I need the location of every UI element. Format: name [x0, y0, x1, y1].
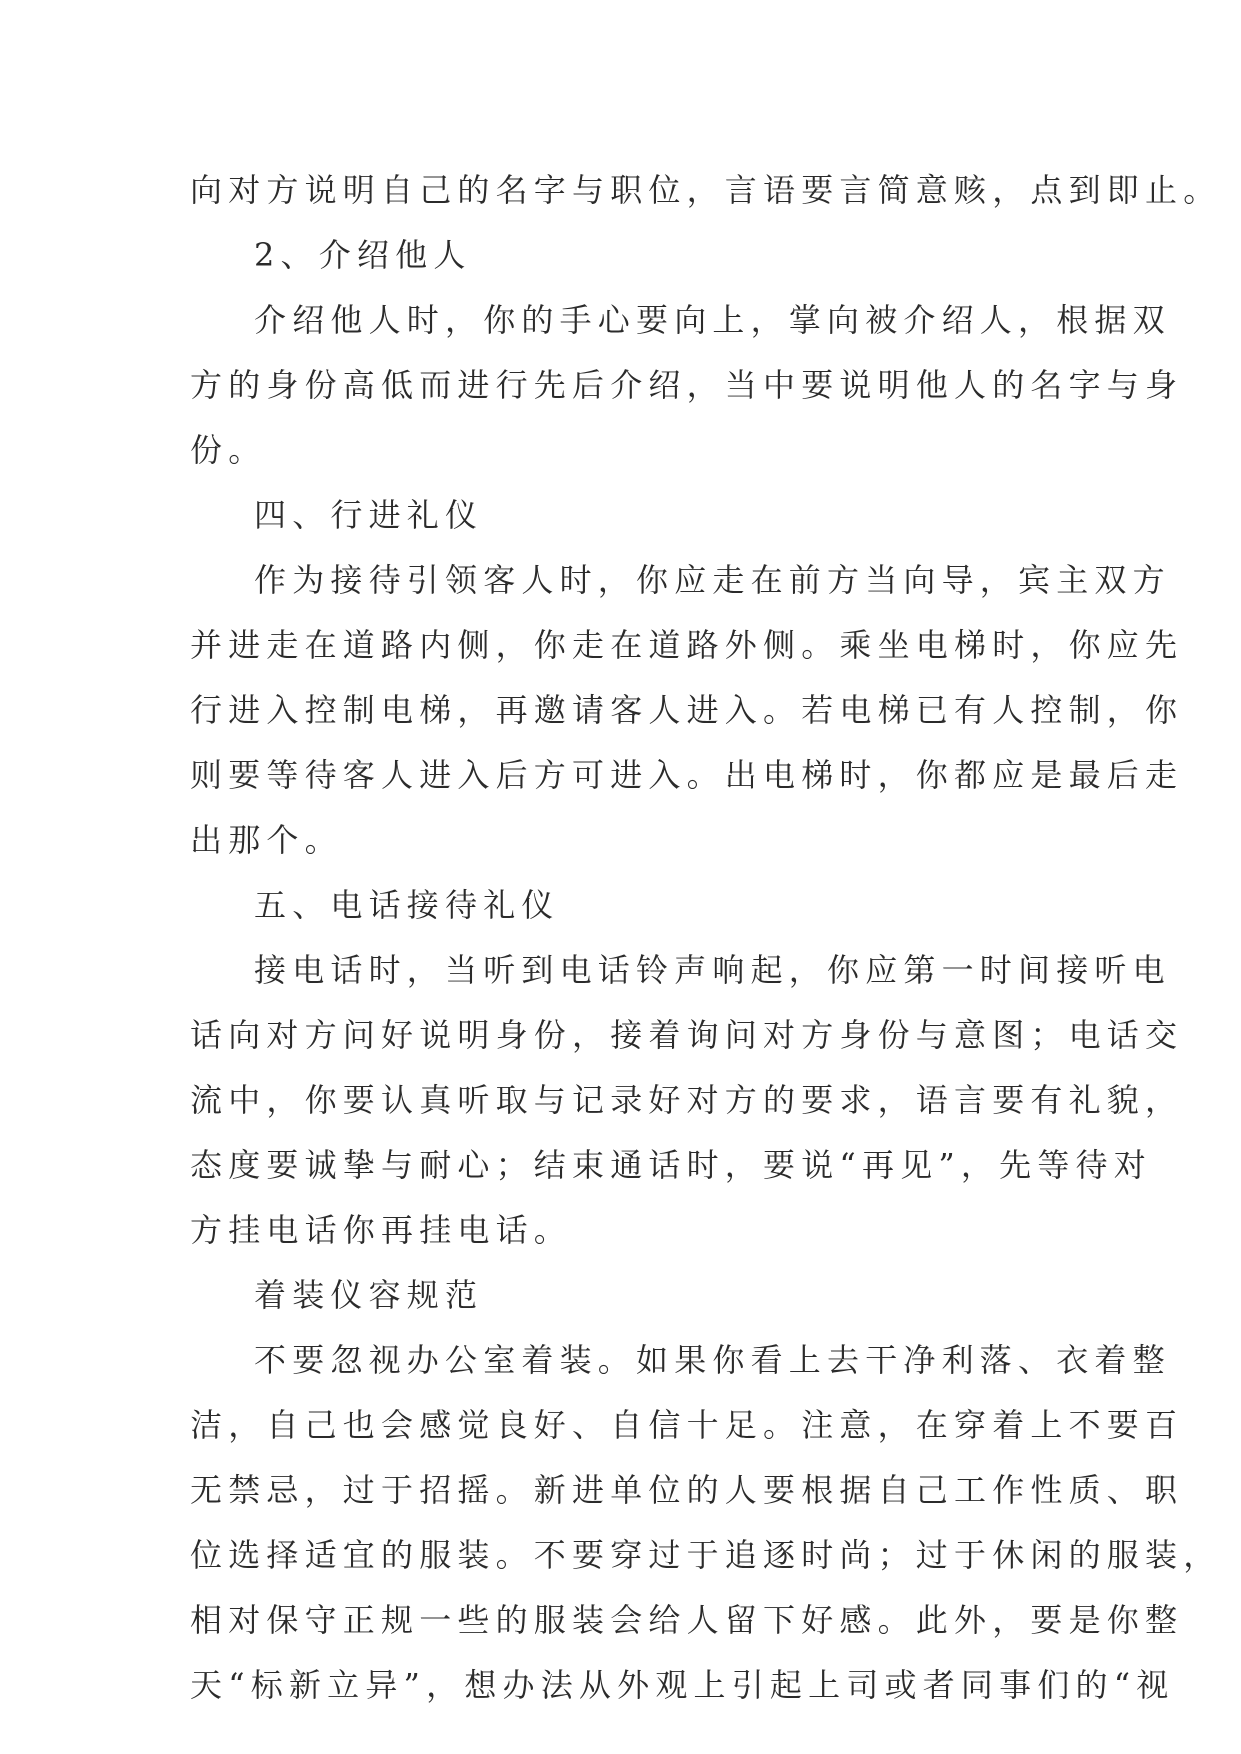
- text-line: 则要等待客人进入后方可进入。出电梯时，你都应是最后走: [190, 756, 1184, 794]
- text-line: 话向对方问好说明身份，接着询问对方身份与意图；电话交: [190, 1016, 1184, 1054]
- text-line: 份。: [190, 431, 267, 469]
- section-heading: 四、行进礼仪: [254, 496, 484, 534]
- section-heading: 2、介绍他人: [254, 236, 472, 274]
- text-line: 方挂电话你再挂电话。: [190, 1211, 573, 1249]
- text-line: 介绍他人时，你的手心要向上，掌向被介绍人，根据双: [254, 301, 1171, 339]
- text-line: 天“标新立异”，想办法从外观上引起上司或者同事们的“视: [190, 1666, 1175, 1704]
- text-line: 洁，自己也会感觉良好、自信十足。注意，在穿着上不要百: [190, 1406, 1184, 1444]
- text-line: 作为接待引领客人时，你应走在前方当向导，宾主双方: [254, 561, 1171, 599]
- text-line: 接电话时，当听到电话铃声响起，你应第一时间接听电: [254, 951, 1171, 989]
- text-line: 方的身份高低而进行先后介绍，当中要说明他人的名字与身: [190, 366, 1184, 404]
- text-line: 并进走在道路内侧，你走在道路外侧。乘坐电梯时，你应先: [190, 626, 1184, 664]
- text-line: 位选择适宜的服装。不要穿过于追逐时尚；过于休闲的服装，: [190, 1536, 1222, 1574]
- text-line: 无禁忌，过于招摇。新进单位的人要根据自己工作性质、职: [190, 1471, 1184, 1509]
- section-heading: 五、电话接待礼仪: [254, 886, 560, 924]
- text-line: 向对方说明自己的名字与职位，言语要言简意赅，点到即止。: [190, 171, 1222, 209]
- text-line: 相对保守正规一些的服装会给人留下好感。此外，要是你整: [190, 1601, 1184, 1639]
- text-line: 行进入控制电梯，再邀请客人进入。若电梯已有人控制，你: [190, 691, 1184, 729]
- text-line: 态度要诚挚与耐心；结束通话时，要说“再见”，先等待对: [190, 1146, 1152, 1184]
- text-line: 不要忽视办公室着装。如果你看上去干净利落、衣着整: [254, 1341, 1171, 1379]
- document-page: [190, 158, 1222, 1718]
- section-heading: 着装仪容规范: [254, 1276, 484, 1314]
- text-line: 流中，你要认真听取与记录好对方的要求，语言要有礼貌，: [190, 1081, 1184, 1119]
- text-line: 出那个。: [190, 821, 343, 859]
